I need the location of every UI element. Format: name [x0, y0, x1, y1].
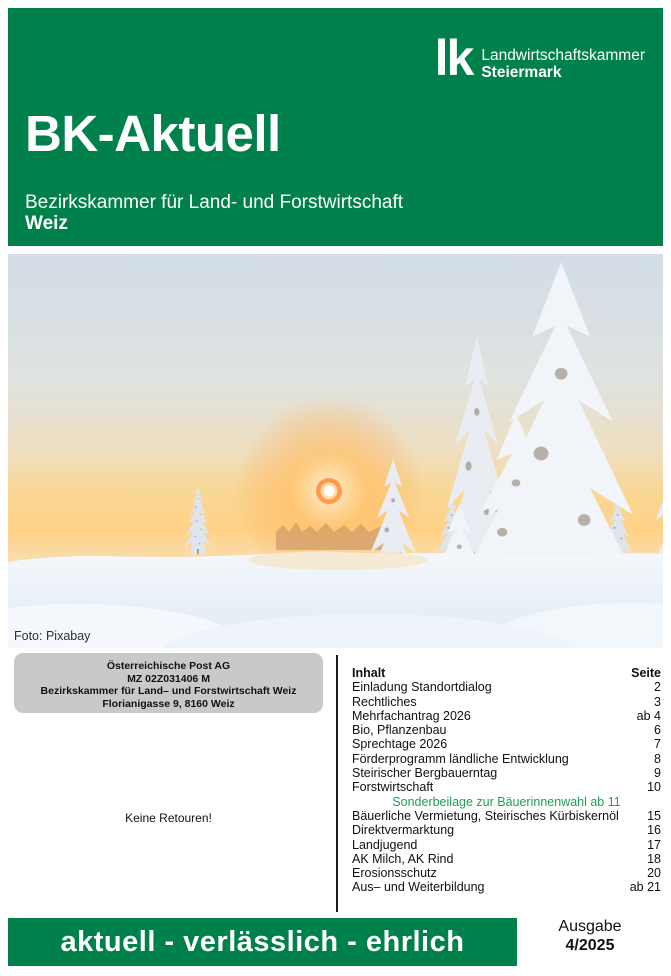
lk-logo-icon: lk: [434, 30, 473, 86]
issue-block: [517, 917, 663, 955]
logo-region-name: Steiermark: [481, 64, 562, 81]
slogan-bar: [8, 918, 517, 966]
issue-number: 4/2025: [565, 937, 615, 954]
toc-row: Förderprogramm ländliche Entwicklung 8: [352, 751, 661, 766]
toc-row: Landjugend 17: [352, 837, 661, 852]
toc-row: Einladung Standortdialog 2: [352, 680, 661, 695]
mailing-line: Österreichische Post AG: [106, 660, 231, 672]
toc-row: Bio, Pflanzenbau 6: [352, 723, 661, 738]
winter-forest-sunset-illustration: [8, 254, 663, 648]
logo-text: [481, 47, 645, 81]
page-title: BK-Aktuell: [25, 105, 281, 162]
toc-page-header: Seite: [631, 666, 661, 680]
table-of-contents: [352, 666, 661, 895]
mailing-line: Florianigasse 9, 8160 Weiz: [102, 697, 235, 710]
logo-org-name: Landwirtschaftskammer: [481, 47, 645, 64]
slogan-text: aktuell - verlässlich - ehrlich: [60, 925, 465, 958]
mailing-line: MZ 02Z031406 M: [127, 672, 210, 685]
no-returns-note: Keine Retouren!: [125, 811, 212, 825]
toc-row: Direktvermarktung 16: [352, 823, 661, 838]
toc-row: Forstwirtschaft 10: [352, 780, 661, 795]
postal-address-box: [14, 653, 323, 713]
toc-row: Steirischer Bergbauerntag 9: [352, 766, 661, 781]
column-divider: [336, 655, 338, 912]
toc-row: Bäuerliche Vermietung, Steirisches Kürbiskernöl 15: [352, 808, 661, 823]
district-name: Weiz: [25, 213, 68, 234]
toc-row: Aus– und Weiterbildung ab 21: [352, 880, 661, 895]
toc-row: Mehrfachantrag 2026 ab 4: [352, 708, 661, 723]
toc-row: Sprechtage 2026 7: [352, 737, 661, 752]
toc-header: [352, 666, 661, 680]
toc-row: Rechtliches 3: [352, 694, 661, 709]
page-subtitle: Bezirkskammer für Land- und Forstwirtschaft: [25, 192, 404, 213]
lk-steiermark-logo: [434, 30, 645, 86]
photo-credit: Foto: Pixabay: [14, 629, 91, 643]
toc-title: Inhalt: [352, 666, 386, 680]
cover-photo: [8, 254, 663, 648]
masthead: [8, 8, 663, 246]
mailing-line: Bezirkskammer für Land– und Forstwirtschaft Weiz: [40, 685, 297, 698]
issue-label: Ausgabe: [558, 918, 622, 935]
toc-row: AK Milch, AK Rind 18: [352, 851, 661, 866]
toc-special-insert: Sonderbeilage zur Bäuerinnenwahl ab 11: [392, 794, 621, 809]
toc-row: Erosionsschutz 20: [352, 866, 661, 881]
